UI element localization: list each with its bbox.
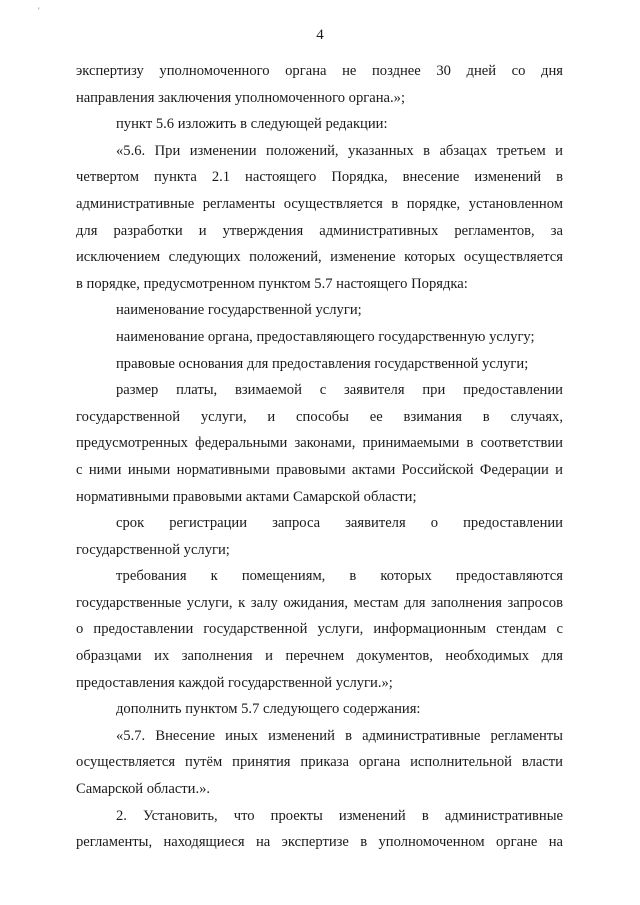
text-line: исключением следующих положений, изменение которых осуществляется xyxy=(76,249,563,266)
text-line: нормативными правовыми актами Самарской области; xyxy=(76,488,417,505)
text-line: Самарской области.». xyxy=(76,781,211,798)
text-line: государственной услуги; xyxy=(76,541,230,558)
text-line: административные регламенты осуществляется в порядке, установленном xyxy=(76,195,563,212)
text-line: срок регистрации запроса заявителя о предоставлении xyxy=(116,515,563,532)
text-line: для разработки и утверждения административных регламентов, за xyxy=(76,222,563,239)
text-line: регламенты, находящиеся на экспертизе в уполномоченном органе на xyxy=(76,834,563,851)
text-line: с ними иными нормативными правовыми актами Российской Федерации и xyxy=(76,461,563,478)
text-line: 2. Установить, что проекты изменений в административные xyxy=(116,807,563,824)
text-line: четвертом пункта 2.1 настоящего Порядка, внесение изменений в xyxy=(76,169,563,186)
text-line: «5.7. Внесение иных изменений в административные регламенты xyxy=(116,727,563,744)
text-line: пункт 5.6 изложить в следующей редакции: xyxy=(116,116,388,133)
text-line: требования к помещениям, в которых предоставляются xyxy=(116,568,563,585)
text-line: образцами их заполнения и перечнем документов, необходимых для xyxy=(76,648,563,665)
corner-mark: ' xyxy=(38,6,40,16)
text-line: наименование государственной услуги; xyxy=(116,302,362,319)
text-line: «5.6. При изменении положений, указанных в абзацах третьем и xyxy=(116,142,563,159)
page-number: 4 xyxy=(316,27,324,43)
text-line: размер платы, взимаемой с заявителя при предоставлении xyxy=(116,382,563,399)
text-line: направления заключения уполномоченного органа.»; xyxy=(76,89,405,106)
text-line: государственной услуги, и способы ее взимания в случаях, xyxy=(76,408,563,425)
text-line: экспертизу уполномоченного органа не позднее 30 дней со дня xyxy=(76,63,563,79)
text-line: дополнить пунктом 5.7 следующего содержания: xyxy=(116,701,421,718)
text-line: предоставления каждой государственной услуги.»; xyxy=(76,674,393,691)
text-line: государственные услуги, к залу ожидания, местам для заполнения запросов xyxy=(76,594,563,611)
text-line: наименование органа, предоставляющего государственную услугу; xyxy=(116,328,535,345)
text-line: предусмотренных федеральными законами, принимаемыми в соответствии xyxy=(76,435,563,452)
text-line: правовые основания для предоставления государственной услуги; xyxy=(116,355,529,372)
text-line: осуществляется путём принятия приказа органа исполнительной власти xyxy=(76,754,563,771)
body-text xyxy=(76,58,563,856)
text-line: о предоставлении государственной услуги, информационным стендам с xyxy=(76,621,563,638)
text-line: в порядке, предусмотренном пунктом 5.7 настоящего Порядка: xyxy=(76,275,468,292)
